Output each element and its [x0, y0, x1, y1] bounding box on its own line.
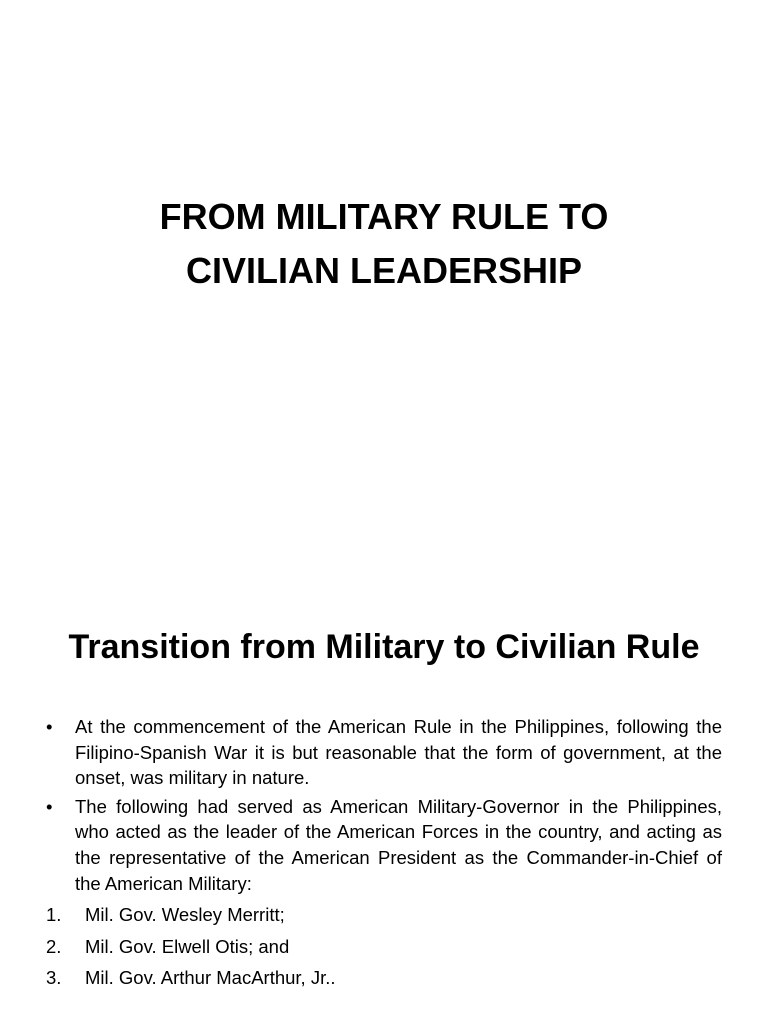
bullet-marker: • [46, 795, 53, 817]
title-line-2: CIVILIAN LEADERSHIP [185, 250, 583, 291]
bullet-text: At the commencement of the American Rule in the Philippines, following the Filipino-Spanish War it is but reasonable that the form of government, at the onset, was military in nature. [75, 716, 722, 789]
numbered-text: Mil. Gov. Wesley Merritt; [85, 904, 285, 926]
bullet-text: The following had served as American Military-Governor in the Philippines, who acted as the leader of the American Forces in the country, and acting as the representative of the American President as the Commander-in-Chief of the American Military: [75, 795, 722, 894]
numbered-item [46, 965, 722, 991]
number-marker: 1. [46, 904, 62, 926]
slide-body [46, 714, 722, 991]
number-marker: 2. [46, 935, 62, 957]
bullet-item [46, 714, 722, 791]
slide-heading: Transition from Military to Civilian Rule [68, 628, 700, 666]
numbered-item [46, 902, 722, 928]
numbered-text: Mil. Gov. Arthur MacArthur, Jr.. [85, 967, 336, 989]
number-marker: 3. [46, 967, 62, 989]
slide-title [0, 190, 768, 298]
title-line-1: FROM MILITARY RULE TO [159, 196, 609, 237]
bullet-item [46, 794, 722, 896]
content-slide [0, 512, 768, 1024]
numbered-text: Mil. Gov. Elwell Otis; and [85, 935, 290, 957]
bullet-marker: • [46, 716, 53, 737]
numbered-item [46, 934, 722, 960]
